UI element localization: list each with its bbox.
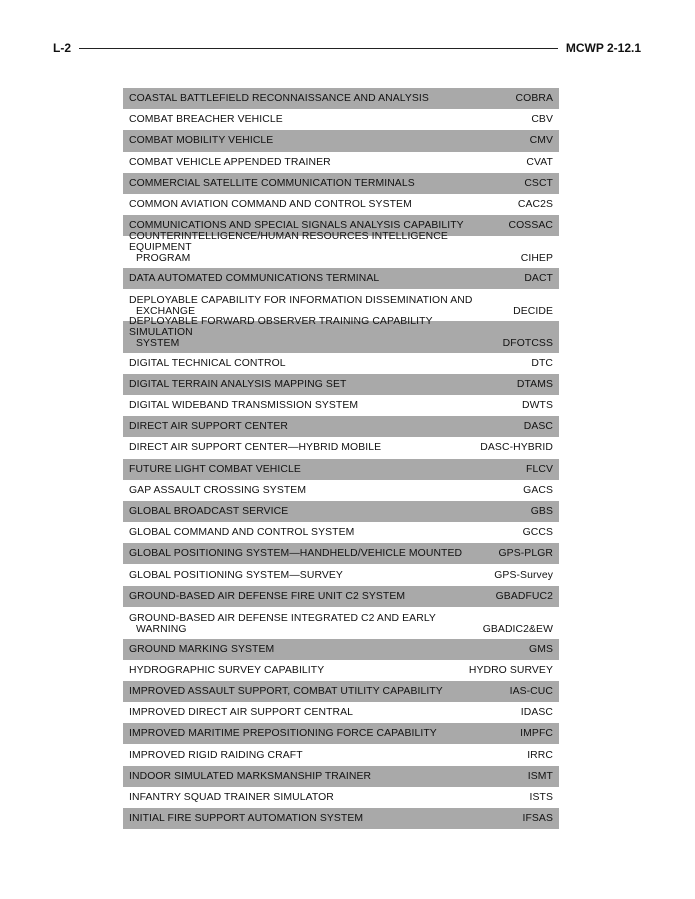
abbreviation-cell: CAC2S [517,199,553,211]
table-row [123,522,559,543]
abbreviation-cell: COBRA [515,93,553,105]
abbreviation-cell: IAS-CUC [509,685,553,697]
term-cell [129,527,523,538]
term-cell [129,231,521,264]
table-row [123,808,559,829]
table-row [123,194,559,215]
term-cell [129,273,524,284]
term-cell [129,750,527,761]
abbreviation-cell: CMV [529,135,553,147]
abbreviation-cell: DFOTCSS [502,337,553,349]
term-line: COASTAL BATTLEFIELD RECONNAISSANCE AND ANALYSIS [129,93,429,105]
table-row [123,744,559,765]
abbreviation-cell: GBS [530,505,553,517]
term-line: INFANTRY SQUAD TRAINER SIMULATOR [129,791,334,803]
abbreviation-cell: GCCS [522,527,553,539]
abbreviation-cell: ISTS [529,791,553,803]
table-row [123,130,559,151]
term-cell [129,686,510,697]
table-row [123,437,559,458]
acronym-table [123,88,559,829]
term-line: IMPROVED DIRECT AIR SUPPORT CENTRAL [129,707,354,719]
table-row [123,374,559,395]
term-line: COMMON AVIATION COMMAND AND CONTROL SYSTEM [129,199,412,211]
term-line: FUTURE LIGHT COMBAT VEHICLE [129,463,301,475]
term-line: HYDROGRAPHIC SURVEY CAPABILITY [129,664,325,676]
term-cell [129,771,528,782]
table-row [123,607,559,639]
abbreviation-cell: IRRC [527,749,553,761]
abbreviation-cell: DASC [523,421,553,433]
abbreviation-cell: DTC [531,357,553,369]
term-line: IMPROVED MARITIME PREPOSITIONING FORCE CAPABILITY [129,728,437,740]
term-line: GLOBAL POSITIONING SYSTEM—HANDHELD/VEHICLE MOUNTED [129,548,463,560]
term-line: DATA AUTOMATED COMMUNICATIONS TERMINAL [129,273,380,285]
term-line: DEPLOYABLE FORWARD OBSERVER TRAINING CAPABILITY SIMULATION [129,315,433,338]
term-cell [129,400,522,411]
table-row [123,766,559,787]
table-row [123,459,559,480]
term-line: COMBAT MOBILITY VEHICLE [129,135,274,147]
page-number: L-2 [53,41,71,55]
abbreviation-cell: HYDRO SURVEY [468,664,553,676]
term-cell [129,613,483,635]
term-cell [129,665,469,676]
term-line: SYSTEM [136,337,180,349]
term-cell [129,114,531,125]
page-header [53,40,641,56]
header-rule [79,48,558,49]
term-cell [129,178,524,189]
table-row [123,480,559,501]
table-row [123,395,559,416]
term-line: COMBAT VEHICLE APPENDED TRAINER [129,156,331,168]
table-row [123,173,559,194]
term-cell [129,813,522,824]
term-line: COMMUNICATIONS AND SPECIAL SIGNALS ANALYSIS CAPABILITY [129,220,464,232]
term-cell [129,485,523,496]
table-row [123,416,559,437]
term-cell [129,379,517,390]
table-row [123,681,559,702]
abbreviation-cell: GACS [523,484,553,496]
term-cell [129,316,503,349]
term-line: COUNTERINTELLIGENCE/HUMAN RESOURCES INTELLIGENCE EQUIPMENT [129,231,448,253]
table-row [123,543,559,564]
term-line: DIRECT AIR SUPPORT CENTER [129,421,288,433]
table-row [123,564,559,585]
term-line: GLOBAL BROADCAST SERVICE [129,505,289,517]
abbreviation-cell: ISMT [527,770,553,782]
abbreviation-cell: IDASC [520,707,553,719]
table-row [123,501,559,522]
table-row [123,586,559,607]
table-row [123,109,559,130]
table-row [123,787,559,808]
term-line: INITIAL FIRE SUPPORT AUTOMATION SYSTEM [129,813,364,825]
table-row [123,639,559,660]
term-cell [129,728,520,739]
term-cell [129,421,524,432]
abbreviation-cell: IFSAS [522,813,553,825]
abbreviation-cell: GPS-Survey [494,569,553,581]
abbreviation-cell: GMS [529,643,553,655]
abbreviation-cell: CIHEP [520,253,553,264]
abbreviation-cell: GPS-PLGR [498,548,553,560]
term-line: INDOOR SIMULATED MARKSMANSHIP TRAINER [129,770,372,782]
term-line: EXCHANGE [136,305,196,317]
term-line: WARNING [136,623,187,635]
term-cell [129,199,518,210]
abbreviation-cell: IMPFC [520,728,553,740]
term-cell [129,295,513,317]
term-line: GROUND MARKING SYSTEM [129,643,275,655]
term-line: GROUND-BASED AIR DEFENSE INTEGRATED C2 AND EARLY [129,612,436,624]
table-row [123,723,559,744]
table-row [123,315,559,353]
table-row [123,88,559,109]
table-row [123,702,559,723]
term-line: COMMERCIAL SATELLITE COMMUNICATION TERMINALS [129,177,415,189]
term-line: COMBAT BREACHER VEHICLE [129,114,283,126]
abbreviation-cell: COSSAC [508,220,553,232]
term-line: IMPROVED RIGID RAIDING CRAFT [129,749,303,761]
table-row [123,660,559,681]
term-line: IMPROVED ASSAULT SUPPORT, COMBAT UTILITY CAPABILITY [129,685,443,697]
abbreviation-cell: DACT [524,273,553,285]
term-line: DIRECT AIR SUPPORT CENTER—HYBRID MOBILE [129,442,382,454]
table-row [123,353,559,374]
abbreviation-cell: CVAT [526,156,553,168]
term-line: GLOBAL COMMAND AND CONTROL SYSTEM [129,527,355,539]
abbreviation-cell: CSCT [524,177,553,189]
abbreviation-cell: CBV [531,114,553,126]
term-cell [129,464,526,475]
table-row [123,231,559,268]
term-cell [129,93,516,104]
abbreviation-cell: DASC-HYBRID [480,442,553,454]
term-line: GAP ASSAULT CROSSING SYSTEM [129,484,307,496]
abbreviation-cell: GBADFUC2 [495,590,553,602]
term-line: DIGITAL TERRAIN ANALYSIS MAPPING SET [129,378,347,390]
abbreviation-cell: FLCV [526,463,553,475]
term-cell [129,591,496,602]
term-cell [129,644,529,655]
table-row [123,152,559,173]
term-cell [129,570,494,581]
term-cell [129,506,531,517]
term-line: DEPLOYABLE CAPABILITY FOR INFORMATION DISSEMINATION AND [129,294,473,306]
term-cell [129,548,499,559]
term-line: PROGRAM [136,253,191,264]
publication-id: MCWP 2-12.1 [565,41,641,55]
term-cell [129,792,530,803]
term-line: DIGITAL WIDEBAND TRANSMISSION SYSTEM [129,400,359,412]
term-cell [129,157,526,168]
term-cell [129,707,521,718]
abbreviation-cell: DTAMS [516,378,553,390]
term-cell [129,135,530,146]
abbreviation-cell: DECIDE [513,305,553,317]
abbreviation-cell: DWTS [522,400,553,412]
term-line: GLOBAL POSITIONING SYSTEM—SURVEY [129,569,343,581]
term-cell [129,220,509,231]
table-row [123,268,559,289]
term-line: DIGITAL TECHNICAL CONTROL [129,357,286,369]
abbreviation-cell: GBADIC2&EW [482,623,553,635]
term-cell [129,442,480,453]
term-cell [129,358,531,369]
term-line: GROUND-BASED AIR DEFENSE FIRE UNIT C2 SYSTEM [129,590,406,602]
